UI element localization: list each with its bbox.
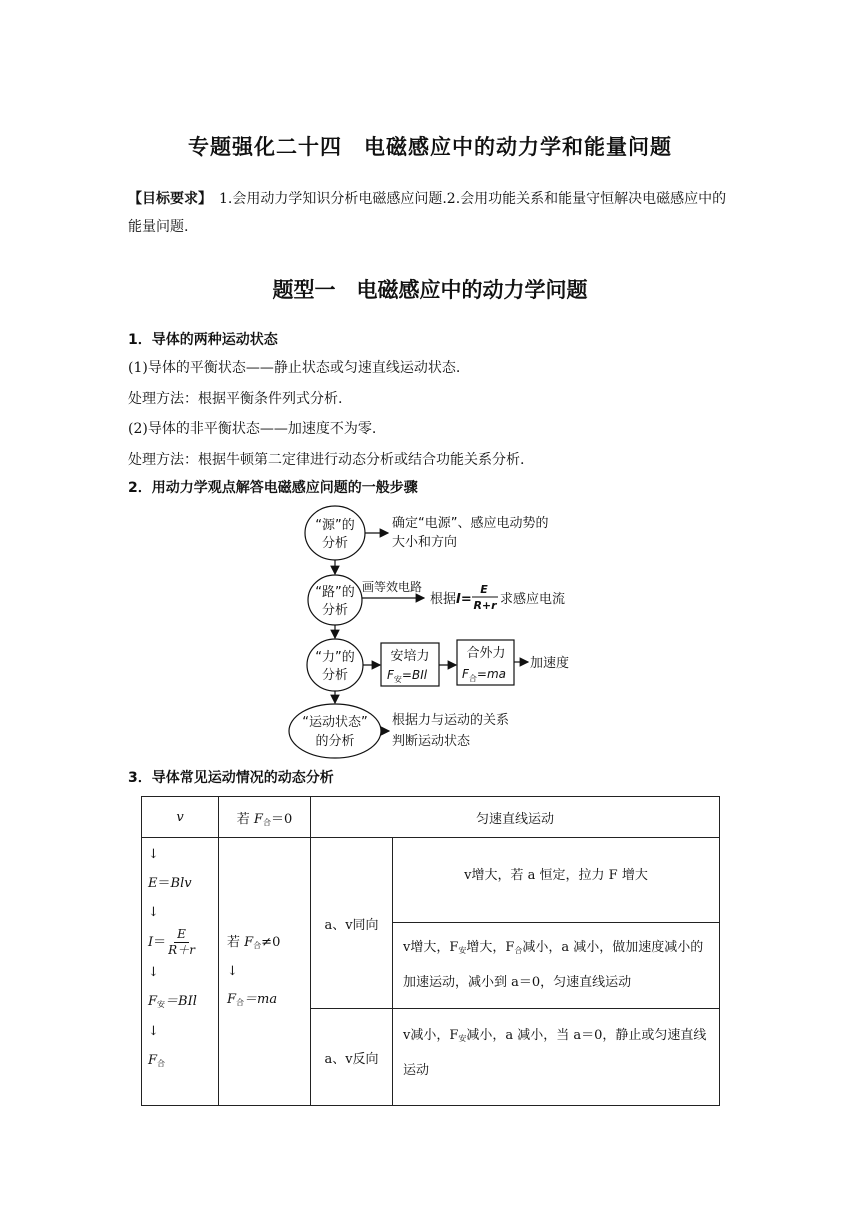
row3-cell xyxy=(393,1009,720,1106)
flow-current-result: 求感应电流 xyxy=(500,592,566,607)
page-title: 专题强化二十四 电磁感应中的动力学和能量问题 xyxy=(188,135,672,159)
chain-emf xyxy=(148,869,212,898)
paragraph-1: (1)导体的平衡状态——静止状态或匀速直线运动状态. xyxy=(128,360,461,376)
row3-sub: 安 xyxy=(458,1034,467,1043)
header-uniform-cell: 匀速直线运动 xyxy=(311,797,720,838)
condition-newton-F: F xyxy=(227,991,237,1007)
flow-current-formula: 根据I= xyxy=(430,592,472,607)
flow-node-motion-line2: 的分析 xyxy=(315,734,355,749)
flow-node-source-line1: “源”的 xyxy=(315,518,355,533)
condition-content xyxy=(219,929,310,1015)
row3-part-b: 减小，a 减小，当 a＝0，静止或匀速直线运动 xyxy=(403,1028,707,1078)
row3-text xyxy=(393,1019,719,1088)
chain-current-num: E xyxy=(174,927,189,943)
item2-title: 2．用动力学观点解答电磁感应问题的一般步骤 xyxy=(128,480,418,496)
flow-box-ampere-formula: $F_安=BIl$ xyxy=(387,668,428,684)
condition-sub: 合 xyxy=(253,940,262,950)
row2-part-b: 增大，F xyxy=(466,940,515,955)
row2-sub2: 合 xyxy=(514,946,523,955)
paragraph-3: (2)导体的非平衡状态——加速度不为零. xyxy=(128,421,377,437)
chain-emf-rhs: Blv xyxy=(170,876,192,891)
row2-cell xyxy=(393,923,720,1009)
chain-emf-lhs: E xyxy=(148,876,158,891)
chain-net-F: F xyxy=(148,1053,158,1068)
condition-neq xyxy=(227,929,302,958)
chain-ampere-sub: 安 xyxy=(157,1000,166,1009)
chain-current-lhs: I xyxy=(148,935,154,950)
table-row xyxy=(142,838,720,923)
row2-sub1: 安 xyxy=(458,946,467,955)
flow-node-source xyxy=(305,506,365,560)
chain-arrow-2: ↓ xyxy=(148,905,159,920)
chain-ampere-F: F xyxy=(148,994,158,1009)
flow-node-circuit-line2: 分析 xyxy=(321,603,349,618)
row2-part-a: v增大，F xyxy=(403,940,459,955)
header-velocity-cell xyxy=(142,797,219,838)
header-if-sub: 合 xyxy=(262,817,271,827)
same-direction-cell: a、v同向 xyxy=(311,838,393,1009)
paragraph-2: 处理方法：根据平衡条件列式分析. xyxy=(128,391,343,407)
header-if-F: F xyxy=(253,811,263,827)
header-if-text: 若 xyxy=(236,811,254,827)
flow-node-motion xyxy=(289,704,381,758)
flow-box-net-force-formula: $F_合=ma$ xyxy=(462,667,507,683)
section-heading: 题型一 电磁感应中的动力学问题 xyxy=(272,278,588,302)
flow-node-source-result-line2: 大小和方向 xyxy=(392,535,458,550)
chain-arrow-1: ↓ xyxy=(148,847,159,862)
goal-text: 1.会用动力学知识分析电磁感应问题.2.会用功能关系和能量守恒解决电磁感应中的能量问题. xyxy=(128,191,727,235)
row2-text xyxy=(393,931,719,1000)
flow-fraction-den: R+r xyxy=(473,599,497,612)
paragraph-4: 处理方法：根据牛顿第二定律进行动态分析或结合功能关系分析. xyxy=(128,452,525,468)
flow-fraction-num: E xyxy=(480,583,488,596)
flow-node-motion-result-line2: 判断运动状态 xyxy=(392,734,471,749)
header-velocity: v xyxy=(176,809,184,825)
header-if-zero: ＝0 xyxy=(270,811,293,827)
header-condition-cell xyxy=(219,797,311,838)
flow-node-circuit-line1: “路”的 xyxy=(315,585,355,600)
condition-neq-zero: ≠0 xyxy=(261,934,281,950)
row1-cell: v增大，若 a 恒定，拉力 F 增大 xyxy=(393,838,720,923)
chain-current-den: R＋r xyxy=(168,943,195,957)
row2-part-c: 减小，a 减小，做加速度减小的加速运动，减小到 a＝0，匀速直线运动 xyxy=(403,940,704,990)
item3-title: 3．导体常见运动情况的动态分析 xyxy=(128,770,334,786)
condition-cell xyxy=(219,838,311,1106)
flow-arrow-label-circuit: 画等效电路 xyxy=(362,580,423,594)
flow-node-force-line1: “力”的 xyxy=(315,650,355,665)
flow-acceleration: 加速度 xyxy=(530,656,570,671)
flow-node-source-result-line1: 确定“电源”、感应电动势的 xyxy=(392,516,549,531)
row3-part-a: v减小，F xyxy=(403,1028,459,1043)
item1-title: 1．导体的两种运动状态 xyxy=(128,332,278,348)
condition-if: 若 xyxy=(227,934,245,950)
flow-node-source-line2: 分析 xyxy=(321,536,349,551)
chain-arrow-4: ↓ xyxy=(148,1024,159,1039)
chain-ampere-rhs: ＝BIl xyxy=(165,994,197,1009)
condition-F: F xyxy=(244,934,254,950)
flow-node-motion-result-line1: 根据力与运动的关系 xyxy=(392,713,510,728)
chain-cell xyxy=(142,838,219,1106)
chain-ampere xyxy=(148,987,212,1017)
flow-node-force-line2: 分析 xyxy=(321,668,349,683)
condition-newton xyxy=(227,986,302,1015)
goal-tag: 【目标要求】 xyxy=(128,191,205,207)
chain-net-sub: 合 xyxy=(157,1059,166,1068)
chain-current xyxy=(148,927,212,958)
chain-net-force xyxy=(148,1046,212,1076)
chain-emf-eq: ＝ xyxy=(157,876,171,891)
chain-arrow-3: ↓ xyxy=(148,965,159,980)
condition-newton-sub: 合 xyxy=(236,997,245,1007)
motion-analysis-table xyxy=(141,796,720,1106)
condition-newton-rhs: ＝ma xyxy=(244,991,278,1007)
flow-box-ampere-title: 安培力 xyxy=(390,649,430,664)
table-header-row xyxy=(142,797,720,838)
chain-content xyxy=(142,838,218,1078)
condition-arrow: ↓ xyxy=(227,963,238,979)
opposite-direction-cell: a、v反向 xyxy=(311,1009,393,1106)
chain-current-eq: ＝ xyxy=(153,935,167,950)
flow-node-force xyxy=(307,639,363,691)
chain-current-fraction xyxy=(166,927,197,958)
flow-node-motion-line1: “运动状态” xyxy=(302,715,368,730)
flow-box-net-force-title: 合外力 xyxy=(466,646,506,661)
